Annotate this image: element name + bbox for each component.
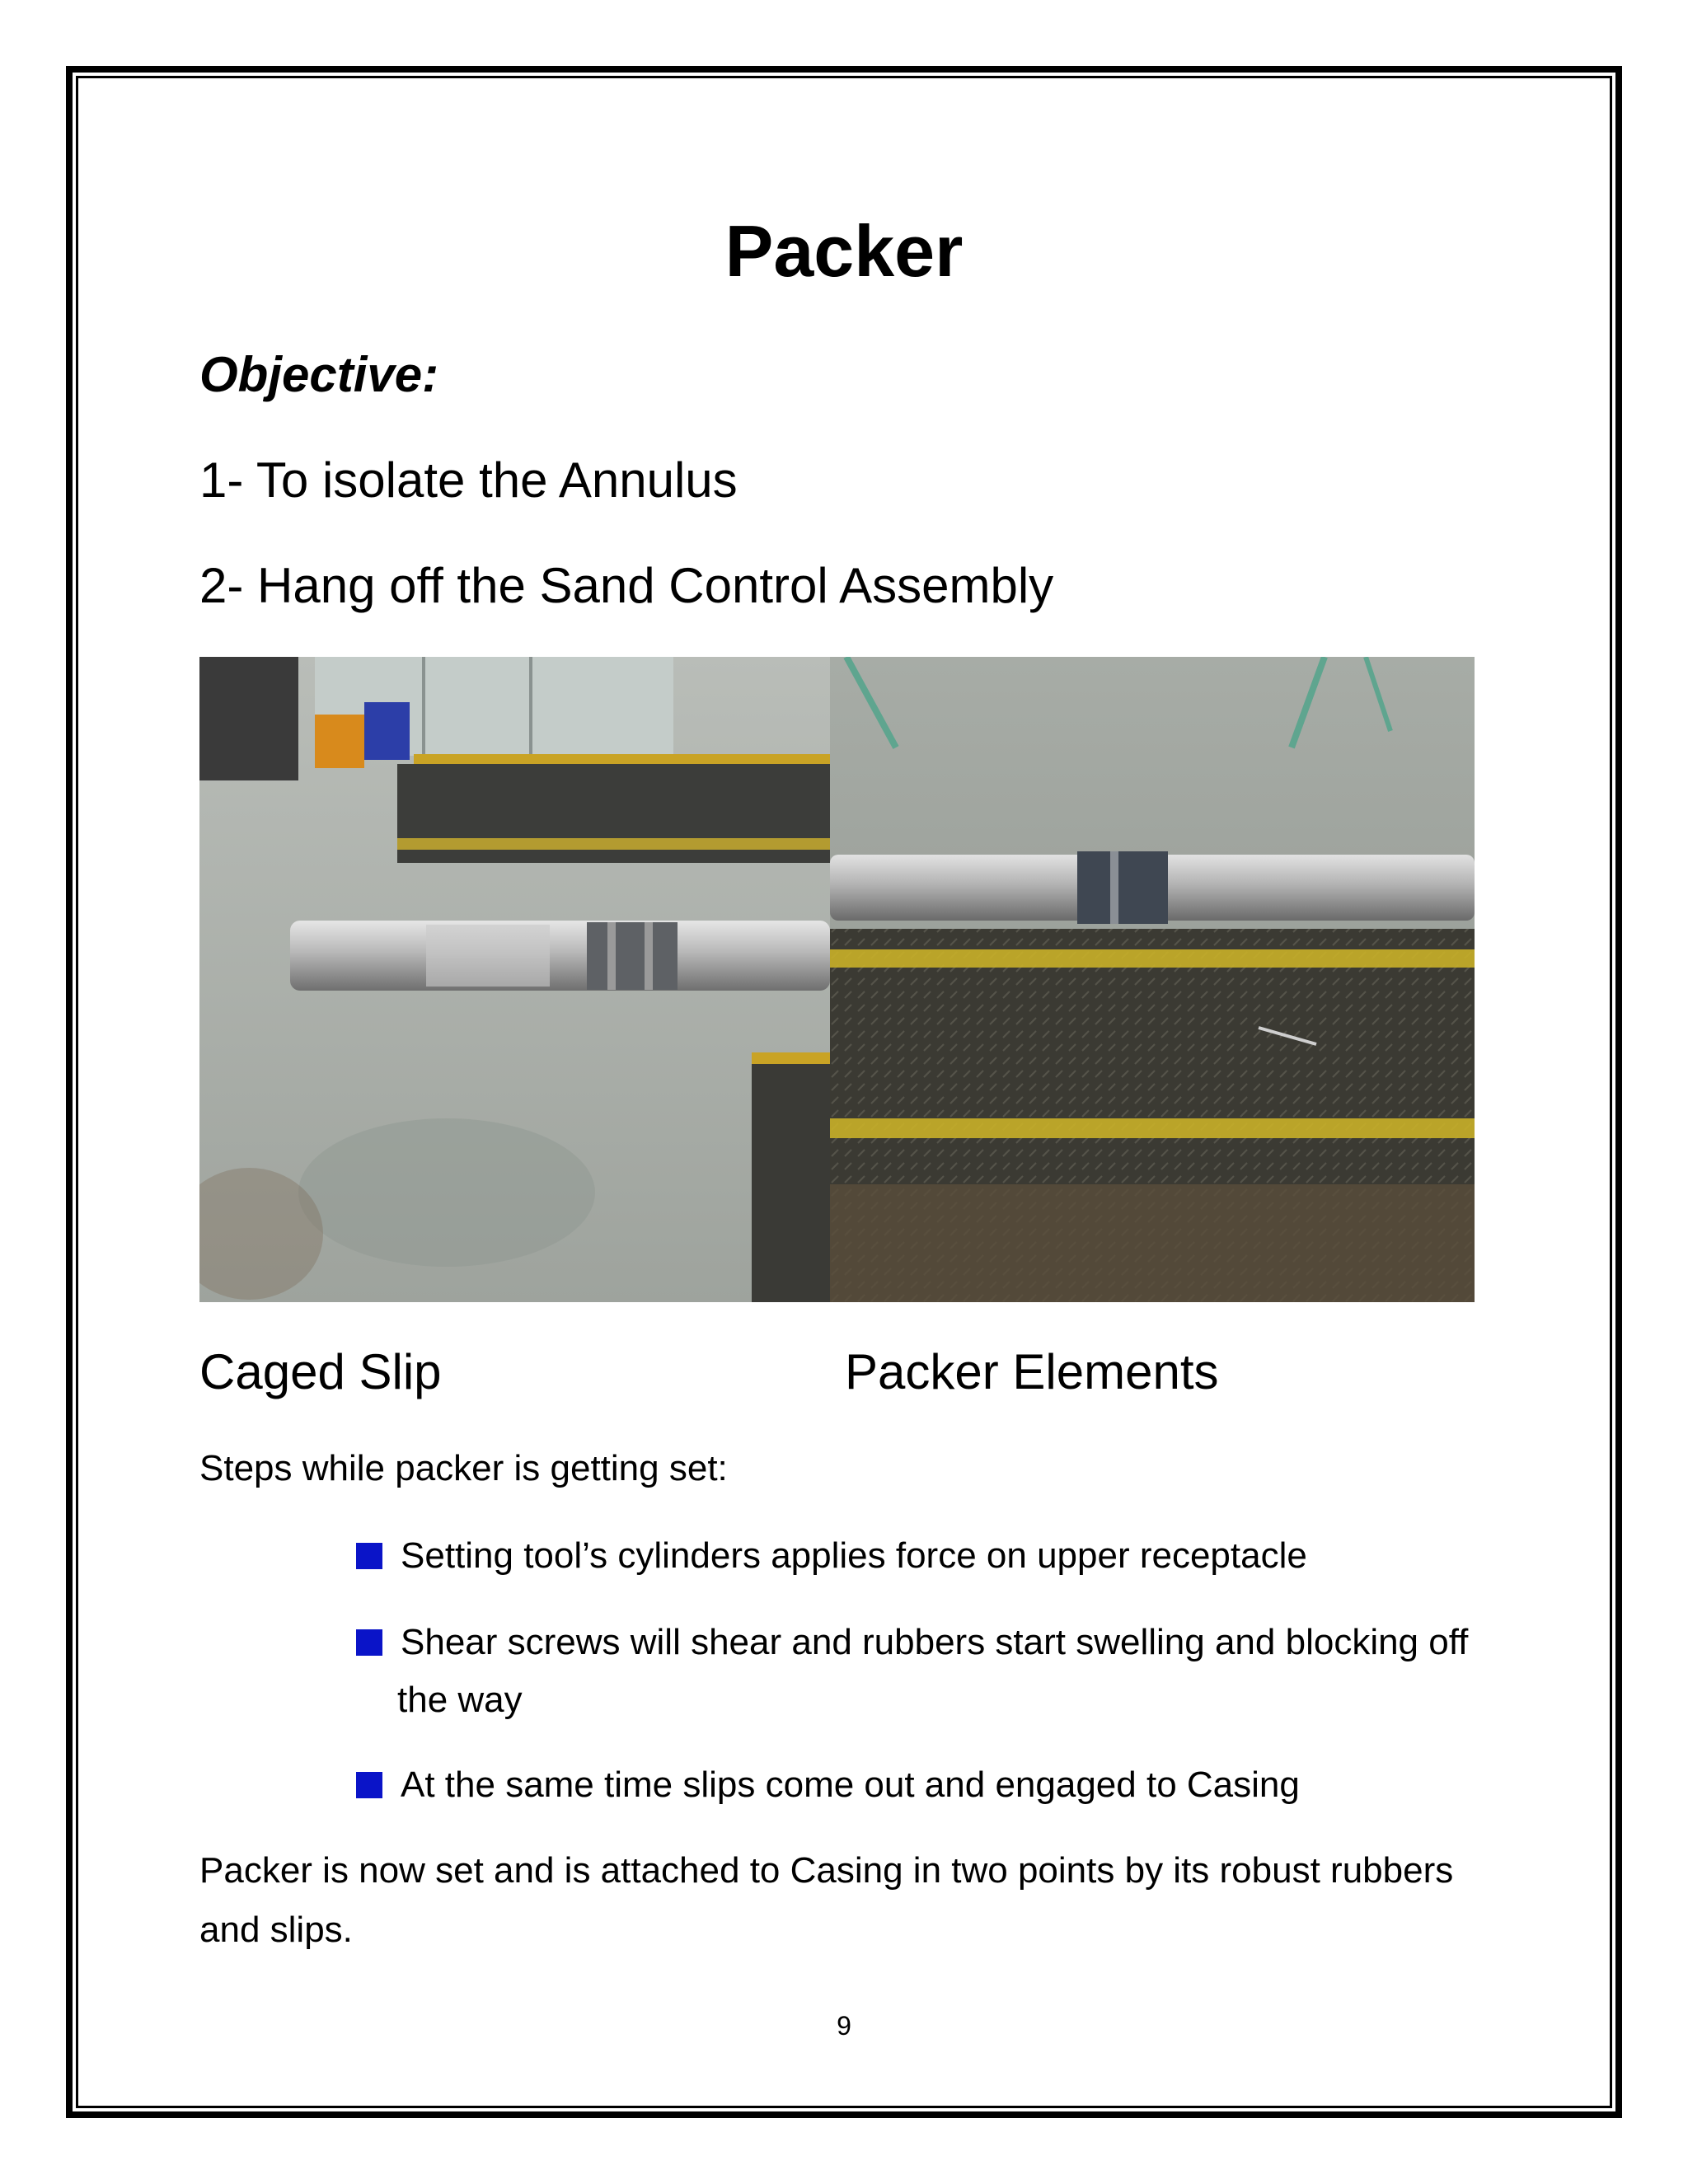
- blue-square-bullet-icon: [356, 1543, 382, 1569]
- page-number: 9: [837, 2011, 851, 2041]
- step-text: Shear screws will shear and rubbers start swelling and blocking off: [401, 1622, 1469, 1662]
- steps-intro: Steps while packer is getting set:: [199, 1448, 728, 1488]
- objective-heading: Objective:: [199, 347, 439, 402]
- step-bullet: [356, 1756, 1526, 1814]
- objective-item: 2- Hang off the Sand Control Assembly: [199, 558, 1054, 613]
- packer-elements-caption: Packer Elements: [845, 1344, 1219, 1399]
- step-bullet: [356, 1614, 1526, 1729]
- objective-item: 1- To isolate the Annulus: [199, 452, 738, 508]
- blue-square-bullet-icon: [356, 1772, 382, 1798]
- packer-elements-photo: [830, 657, 1475, 1302]
- step-text: Setting tool’s cylinders applies force on upper receptacle: [401, 1535, 1307, 1576]
- step-bullet: [356, 1527, 1526, 1585]
- caged-slip-caption: Caged Slip: [199, 1344, 442, 1399]
- closing-paragraph: Packer is now set and is attached to Casing in two points by its robust rubbers and slips.: [199, 1850, 1454, 1950]
- step-text: At the same time slips come out and engaged to Casing: [401, 1765, 1300, 1805]
- caged-slip-photo: [199, 657, 830, 1302]
- blue-square-bullet-icon: [356, 1629, 382, 1656]
- step-text-continuation: the way: [397, 1680, 523, 1720]
- page-title: Packer: [724, 210, 964, 292]
